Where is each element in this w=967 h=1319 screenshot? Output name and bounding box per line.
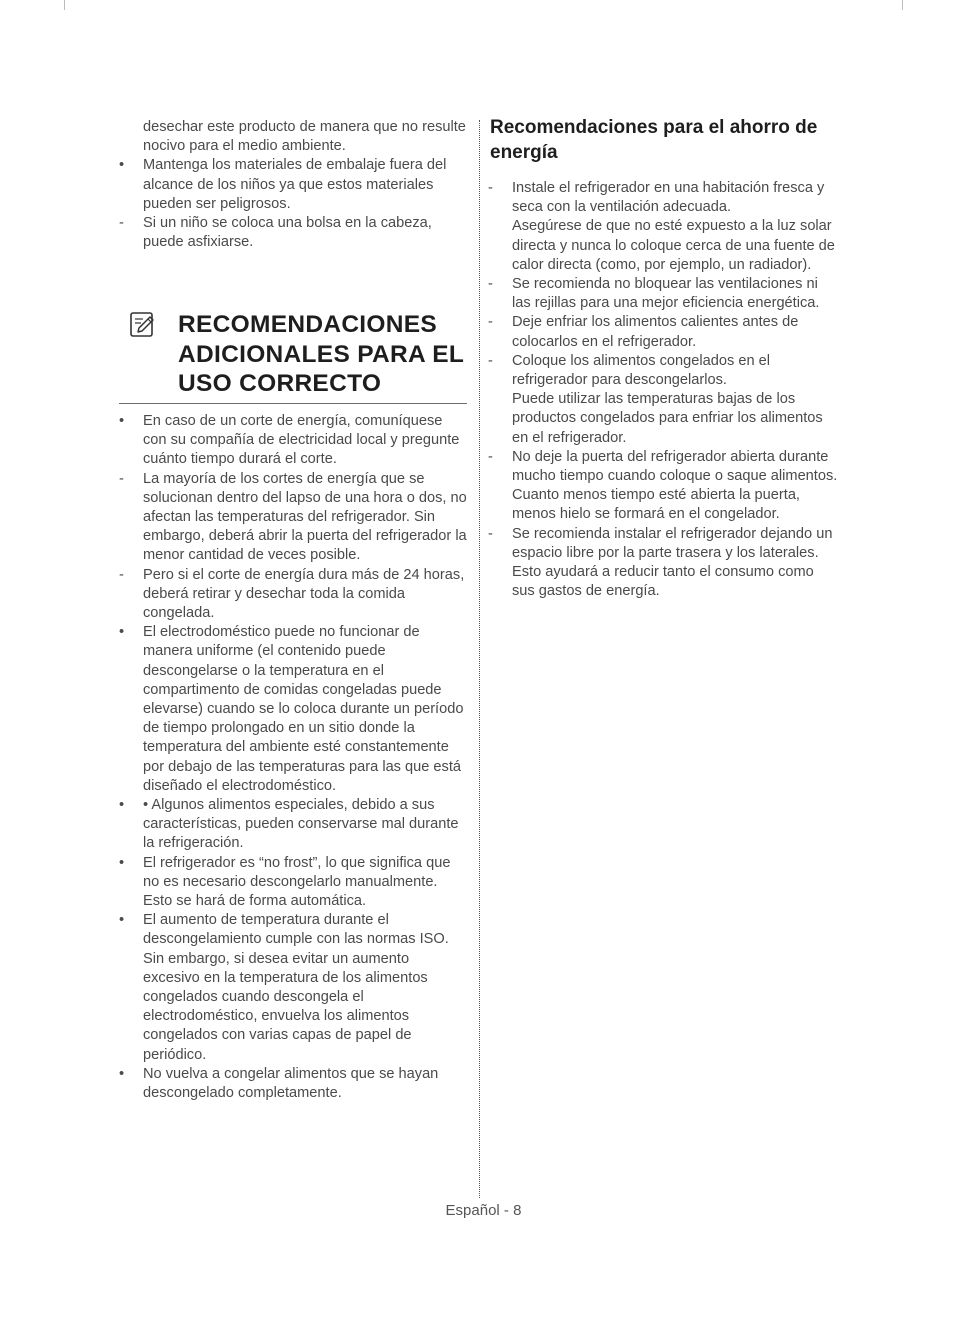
list-item [488, 352, 840, 448]
section-title: RECOMENDACIONES ADICIONALES PARA EL USO CORRECTO [178, 311, 464, 398]
list-item [119, 470, 467, 566]
list-item [488, 448, 840, 525]
list-item [488, 313, 840, 351]
list-item-text: El electrodoméstico puede no funcionar de manera uniforme (el contenido puede descongelarse o la temperatura en el compartimento de comidas congeladas puede elevarse) cuando se lo coloca durante un período de tiempo prolongado en un sitio donde la temperatura del ambiente esté constantemente por debajo de las temperaturas para las que está diseñado el electrodoméstico. [143, 624, 464, 794]
bullet-marker: • [119, 157, 125, 174]
list-item-text: Mantenga los materiales de embalaje fuera del alcance de los niños ya que estos materiales pueden ser peligrosos. [143, 157, 447, 212]
dash-marker: - [488, 314, 493, 331]
list-item-text: Se recomienda no bloquear las ventilaciones ni las rejillas para una mejor eficiencia energética. [512, 276, 820, 312]
list-item [119, 156, 467, 214]
bullet-marker: • [119, 1065, 125, 1082]
list-item-text: Deje enfriar los alimentos calientes antes de colocarlos en el refrigerador. [512, 314, 799, 350]
intro-list [119, 118, 467, 252]
list-item-text: desechar este producto de manera que no resulte nocivo para el medio ambiente. [143, 119, 466, 155]
dash-marker: - [488, 352, 493, 369]
column-divider [479, 120, 480, 1198]
list-item [119, 623, 467, 796]
list-item [488, 525, 840, 602]
bullet-marker: • [119, 854, 125, 871]
list-item-text: Instale el refrigerador en una habitación fresca y seca con la ventilación adecuada. Asegúrese de que no esté expuesto a la luz solar directa y nunca lo coloque cerca de una fuente de calor directa (como, por ejemplo, un radiador). [512, 180, 835, 273]
dash-marker: - [119, 470, 124, 487]
crop-mark [902, 0, 903, 10]
list-item-text: La mayoría de los cortes de energía que se solucionan dentro del lapso de una hora o dos, no afectan las temperaturas del refrigerador. Sin embargo, deberá abrir la puerta del refrigerador la menor cantidad de veces posible. [143, 470, 467, 564]
list-item-text: Si un niño se coloca una bolsa en la cabeza, puede asfixiarse. [143, 215, 432, 251]
list-item-text: • Algunos alimentos especiales, debido a sus características, pueden conservarse mal durante la refrigeración. [143, 796, 459, 852]
bullet-marker: • [119, 912, 125, 929]
list-item [119, 118, 467, 156]
crop-mark [64, 0, 65, 10]
list-item-text: Se recomienda instalar el refrigerador dejando un espacio libre por la parte trasera y los laterales. Esto ayudará a reducir tanto el consumo como sus gastos de energía. [512, 525, 833, 600]
note-pencil-icon [129, 311, 157, 339]
list-item-text: El aumento de temperatura durante el descongelamiento cumple con las normas ISO. Sin embargo, si desea evitar un aumento excesivo en la temperatura de los alimentos congelados cuando descongela el electrodoméstico, envuelva los alimentos congelados con varias capas de papel de periódico. [143, 912, 449, 1063]
list-item [119, 854, 467, 912]
list-item [119, 566, 467, 624]
dash-marker: - [119, 566, 124, 583]
list-item-text: No deje la puerta del refrigerador abierta durante mucho tiempo cuando coloque o saque alimentos. Cuanto menos tiempo esté abierta la puerta, menos hielo se formará en el congelador. [512, 448, 838, 523]
dash-marker: - [119, 215, 124, 232]
section-list [119, 412, 467, 1103]
dash-marker: - [488, 448, 493, 465]
right-column [488, 116, 840, 601]
list-item [119, 412, 467, 470]
list-item [119, 1065, 467, 1103]
page-footer: Español - 8 [445, 1202, 522, 1219]
bullet-marker: • [119, 624, 125, 641]
dash-marker: - [488, 276, 493, 293]
dash-marker: - [488, 180, 493, 196]
list-item [488, 179, 840, 275]
list-item-text: El refrigerador es “no frost”, lo que significa que no es necesario descongelarlo manualmente. Esto se hará de forma automática. [143, 854, 451, 909]
list-item-text: En caso de un corte de energía, comuníquese con su compañía de electricidad local y pregunte cuánto tiempo durará el corte. [143, 412, 460, 468]
energy-tips-list [488, 179, 840, 601]
list-item [119, 796, 467, 854]
section-heading-block [119, 310, 467, 404]
bullet-marker: • [119, 412, 125, 429]
dash-marker: - [488, 525, 493, 542]
list-item-text: Pero si el corte de energía dura más de 24 horas, deberá retirar y desechar toda la comida congelada. [143, 566, 465, 621]
list-item [488, 275, 840, 313]
list-item [119, 214, 467, 252]
bullet-marker: • [119, 796, 125, 813]
list-item [119, 911, 467, 1065]
list-item-text: Coloque los alimentos congelados en el refrigerador para descongelarlos. Puede utilizar las temperaturas bajas de los productos congelados para enfriar los alimentos en el refrigerador. [512, 352, 823, 446]
list-item-text: No vuelva a congelar alimentos que se hayan descongelado completamente. [143, 1065, 439, 1102]
energy-saving-title: Recomendaciones para el ahorro de energía [490, 117, 818, 163]
left-column [119, 118, 467, 1103]
